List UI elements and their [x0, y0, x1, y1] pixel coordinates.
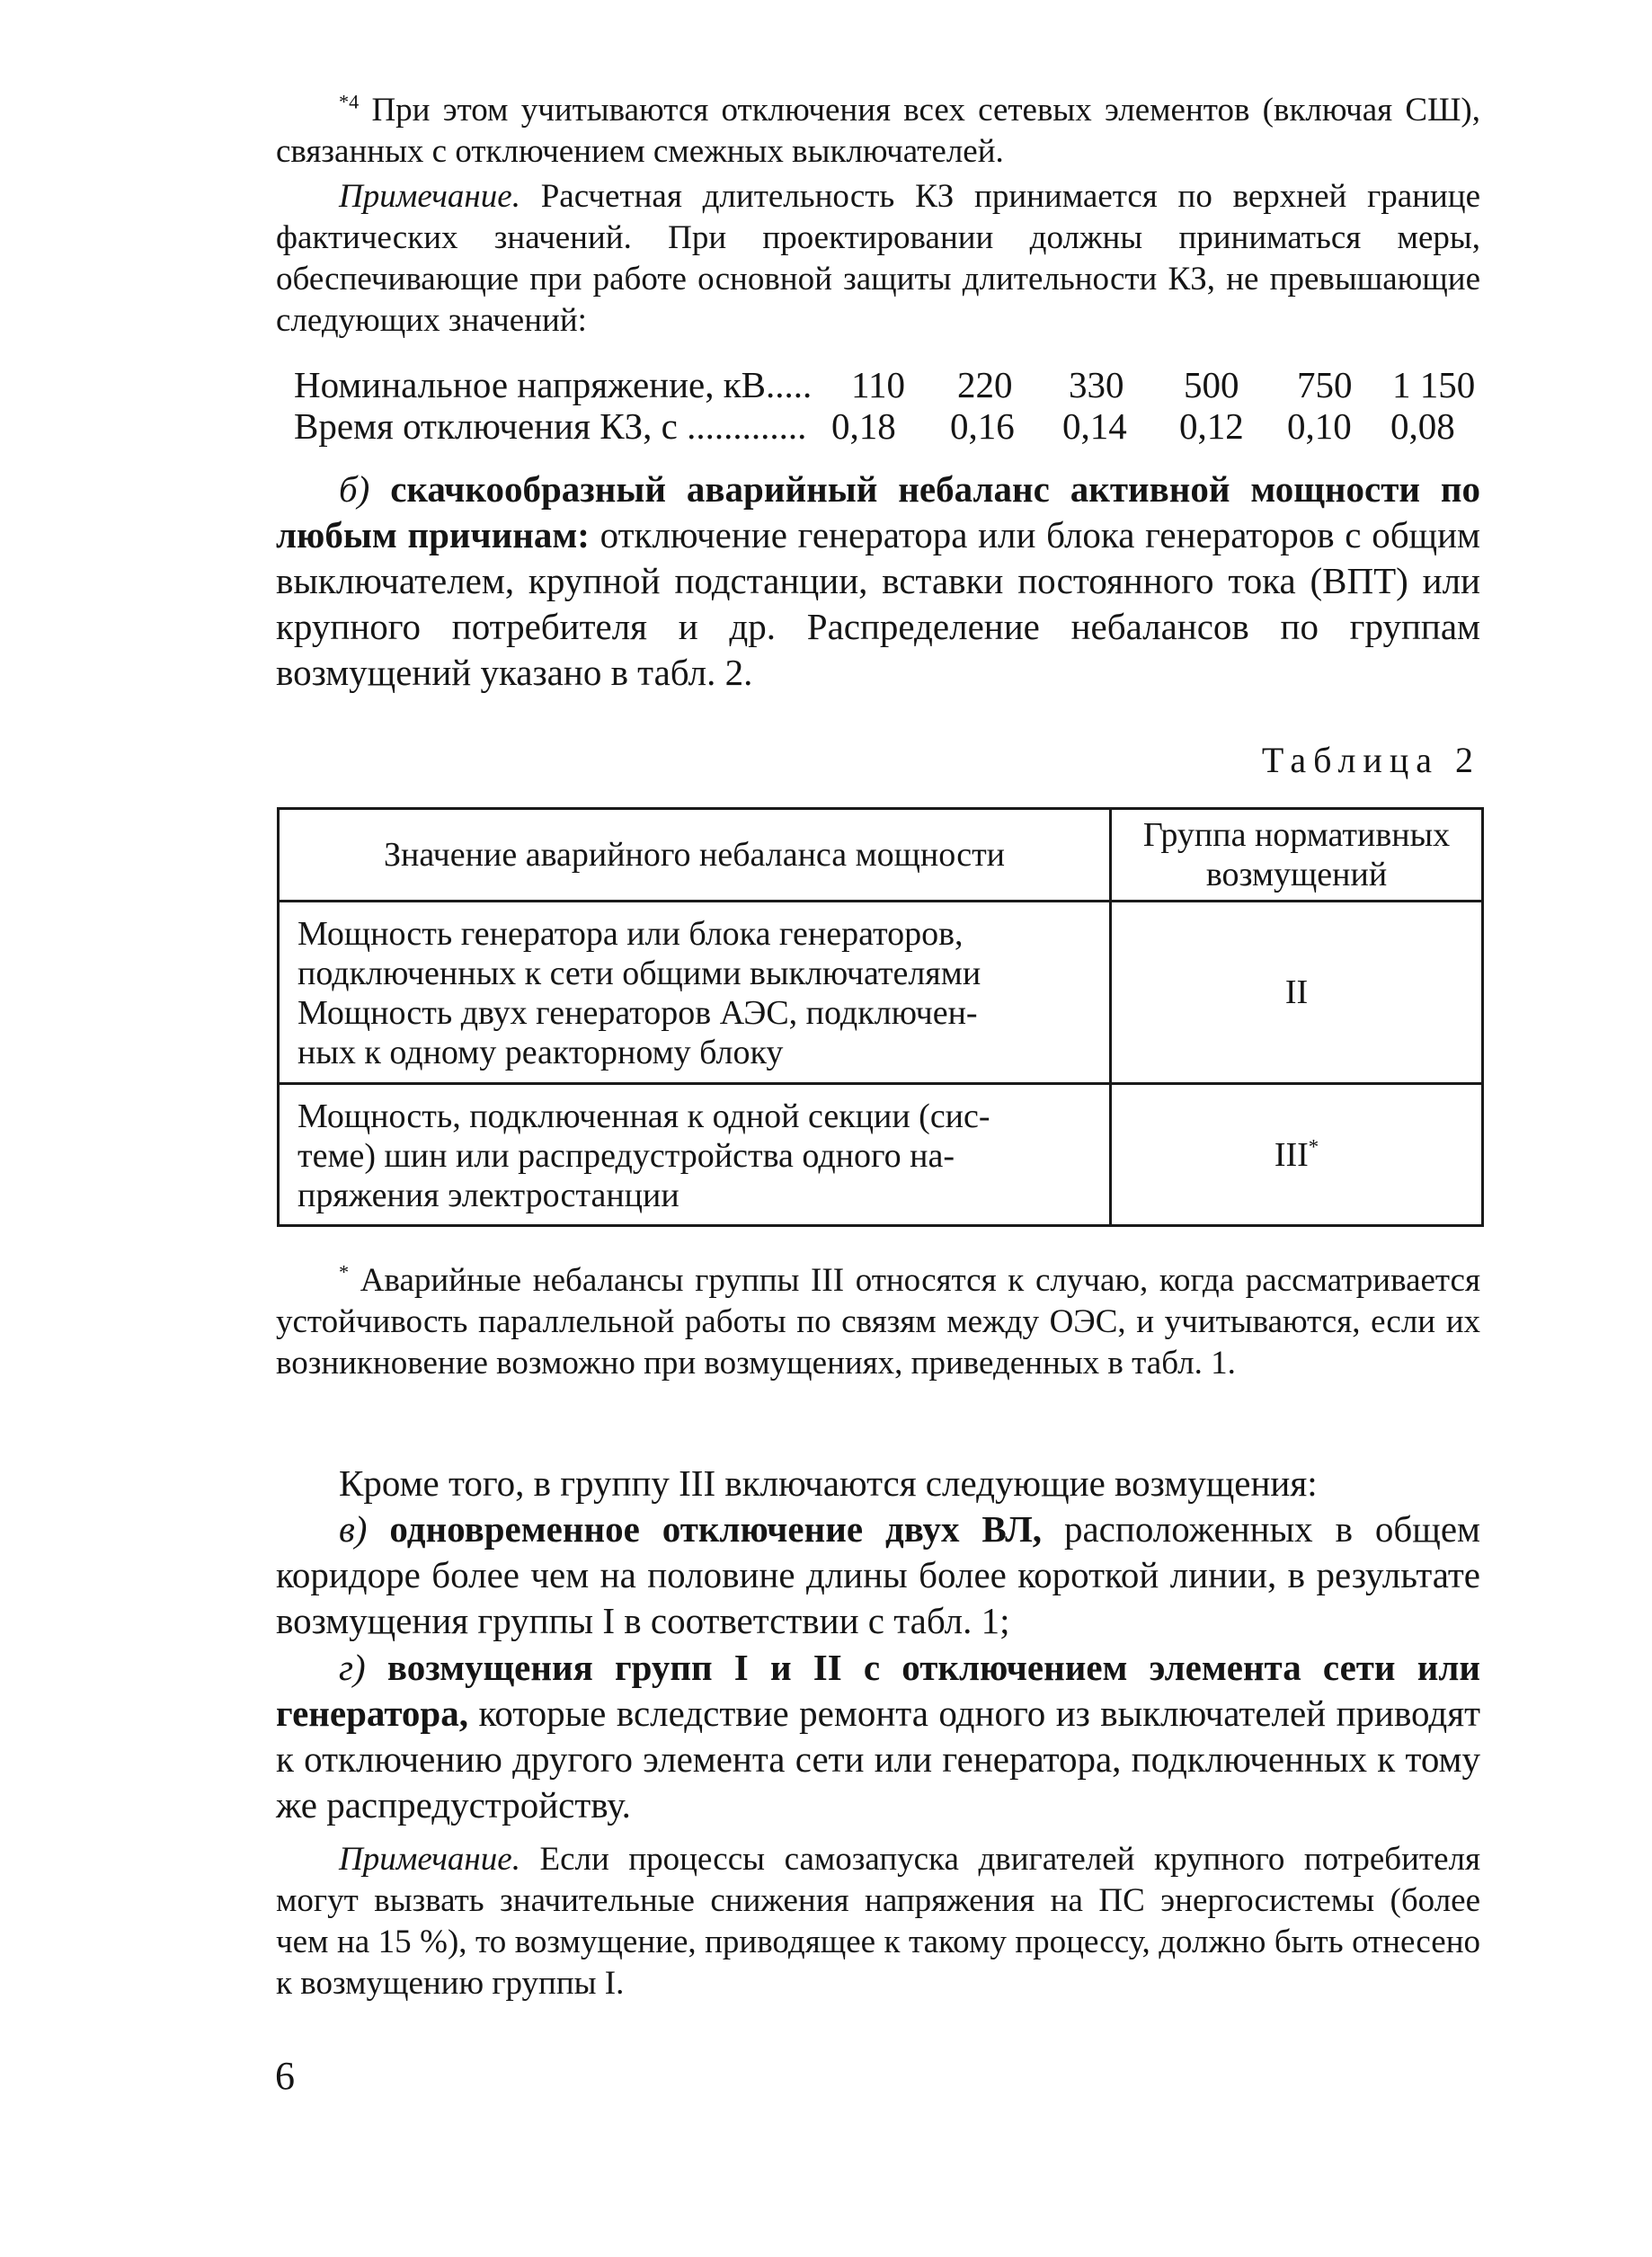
- item-b-text: отключение генератора или блока генераторов с общим выключателем, крупной подстанции, вставки постоянного тока (ВПТ) или крупного потребителя и др. Распределение небалансов по группам возмущений указано в табл. 2.: [276, 514, 1481, 693]
- table-header-row: [279, 809, 1483, 902]
- time-value: 0,14: [1062, 405, 1127, 447]
- note-2: [276, 1839, 1480, 2004]
- item-g: [276, 1645, 1480, 1828]
- item-g-letter: г): [339, 1647, 366, 1688]
- time-row: [294, 404, 1480, 449]
- group-value: II: [1284, 973, 1309, 1011]
- footnote-table: [276, 1260, 1480, 1384]
- note-2-text: Если процессы самозапуска двигателей крупного потребителя могут вызвать значительные снижения напряжения на ПС энергосистемы (более чем на 15 %), то возмущение, приводящее к такому процессу, должно быть отнесено к возмущению группы I.: [276, 1841, 1480, 2002]
- table-cell-line: пряжения электростанции: [298, 1176, 679, 1214]
- table-row: [279, 902, 1483, 1084]
- table-cell-line: ных к одному реакторному блоку: [298, 1034, 784, 1071]
- footnote-table-text: Аварийные небалансы группы III относятся к случаю, когда рассматривается устойчивость параллельной работы по связям между ОЭС, и учитываются, если их возникновение возможно при возмущениях, приведенных в табл. 1.: [276, 1262, 1480, 1382]
- table-2: [277, 807, 1484, 1227]
- group-mark: *: [1308, 1134, 1319, 1158]
- voltage-value: 750: [1297, 364, 1353, 405]
- footnote-top: [276, 90, 1480, 173]
- footnote-top-text: При этом учитываются отключения всех сетевых элементов (включая СШ), связанных с отключением смежных выключателей.: [276, 92, 1480, 170]
- table-cell-power: [279, 902, 1111, 1084]
- page-number: 6: [275, 2054, 295, 2098]
- group-value: III: [1274, 1135, 1309, 1174]
- item-v-letter: в): [339, 1508, 368, 1550]
- voltage-value: 1 150: [1392, 364, 1476, 405]
- table-cell-power: [279, 1084, 1111, 1226]
- footnote-mark: *: [339, 1260, 350, 1284]
- voltage-value: 330: [1069, 364, 1124, 405]
- table-cell-group: [1111, 902, 1483, 1084]
- time-value: 0,10: [1287, 405, 1352, 447]
- time-value: 0,16: [950, 405, 1015, 447]
- footnote-mark: *4: [339, 90, 360, 113]
- table-caption: Таблица 2: [1261, 740, 1480, 780]
- item-g-bold: возмущения групп I и II с отключением элемента сети или генератора,: [276, 1647, 1480, 1734]
- item-v: [276, 1506, 1480, 1644]
- voltage-value: 110: [851, 364, 905, 405]
- voltage-value: 220: [957, 364, 1013, 405]
- table-cell-line: Мощность, подключенная к одной секции (сис-: [298, 1097, 990, 1135]
- table-cell-line: Мощность двух генераторов АЭС, подключен-: [298, 994, 978, 1032]
- note-1: [276, 176, 1480, 342]
- note-1-text: Расчетная длительность КЗ принимается по верхней границе фактических значений. При проектировании должны приниматься меры, обеспечивающие при работе основной защиты длительности КЗ, не превышающие следующих значений:: [276, 178, 1480, 339]
- table-header: Группа нормативных возмущений: [1111, 809, 1483, 902]
- voltage-value: 500: [1184, 364, 1239, 405]
- voltage-row: [294, 362, 1480, 407]
- table-cell-group: [1111, 1084, 1483, 1226]
- table-header: Значение аварийного небаланса мощности: [279, 809, 1111, 902]
- item-v-bold: одновременное отключение двух ВЛ,: [389, 1508, 1043, 1550]
- time-value: 0,12: [1179, 405, 1244, 447]
- table-row: [279, 1084, 1483, 1226]
- time-label: Время отключения КЗ, с .............: [294, 405, 807, 447]
- table-cell-line: Мощность генератора или блока генераторов,: [298, 915, 964, 953]
- voltage-label: Номинальное напряжение, кВ.....: [294, 364, 813, 405]
- time-value: 0,08: [1390, 405, 1455, 447]
- item-g-text: которые вследствие ремонта одного из выключателей приводят к отключению другого элемента сети или генератора, подключенных к тому же распредустройству.: [276, 1693, 1480, 1826]
- note-2-label: Примечание.: [339, 1841, 520, 1878]
- time-value: 0,18: [831, 405, 896, 447]
- table-cell-line: теме) шин или распредустройства одного на-: [298, 1136, 955, 1175]
- table-cell-line: подключенных к сети общими выключателями: [298, 955, 981, 992]
- note-1-label: Примечание.: [339, 178, 520, 215]
- item-b-bold: скачкообразный аварийный небаланс активной мощности по любым причинам:: [276, 468, 1481, 555]
- item-b: [276, 467, 1480, 696]
- item-b-letter: б): [339, 468, 370, 510]
- intro-group3: Кроме того, в группу III включаются следующие возмущения:: [339, 1462, 1318, 1504]
- item-v-text: расположенных в общем коридоре более чем на половине длины более короткой линии, в результате возмущения группы I в соответствии с табл. 1;: [276, 1508, 1480, 1641]
